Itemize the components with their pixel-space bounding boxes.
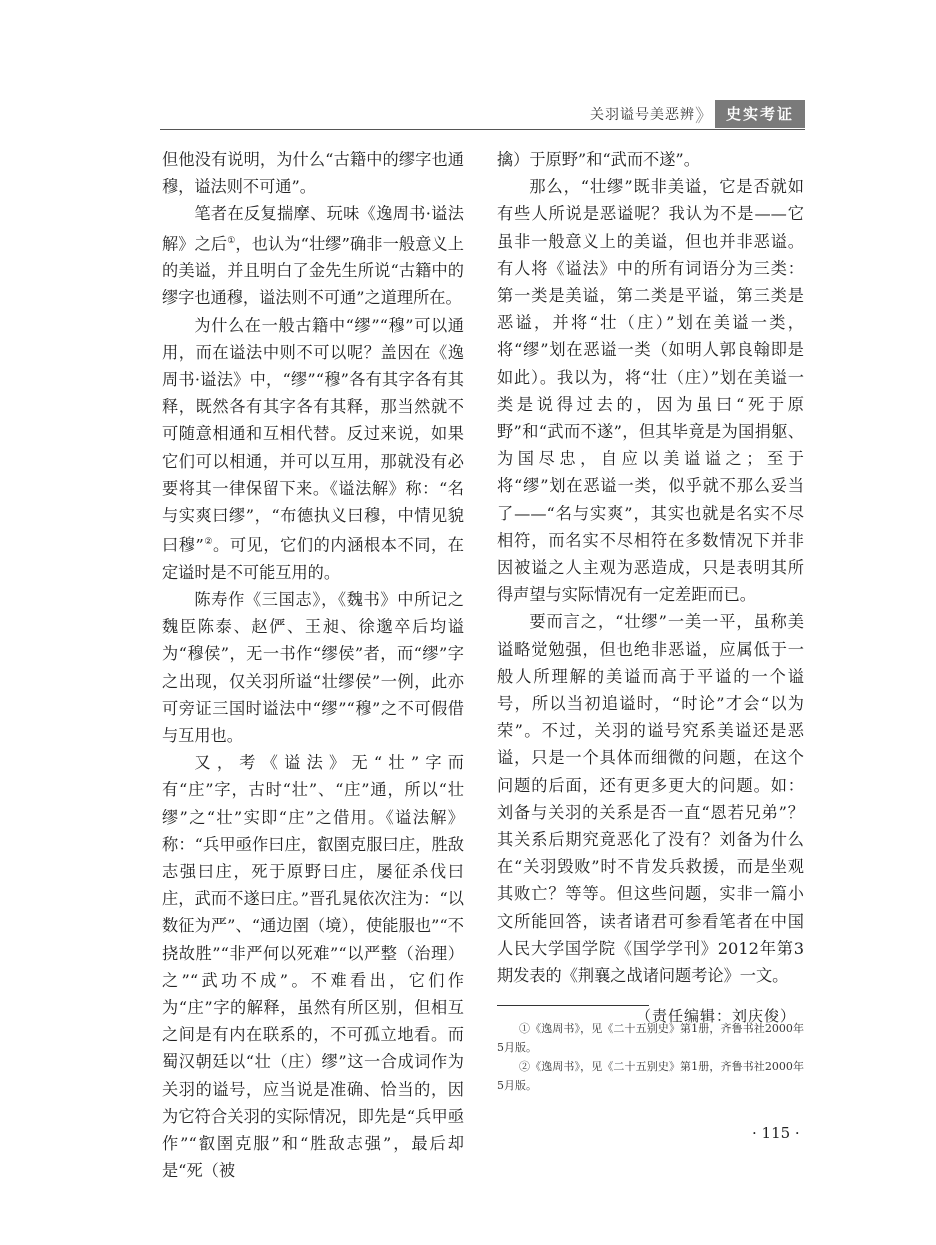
footnote-ref: ① <box>227 235 236 246</box>
paragraph-text: 。可见，它们的内涵根本不同，在定谥时是不可能互用的。 <box>162 535 464 582</box>
paragraph: 但他没有说明，为什么“古籍中的缪字也通穆，谥法则不可通”。 <box>162 150 464 197</box>
section-tag: 史实考证 <box>715 100 805 128</box>
article-title-header: 关羽谥号美恶辨 <box>590 107 695 123</box>
paragraph <box>162 200 464 311</box>
paragraph: 擒）于原野”和“武而不遂”。 <box>497 150 700 169</box>
paragraph: 陈寿作《三国志》，《魏书》中所记之魏臣陈泰、赵俨、王昶、徐邈卒后均谥为“穆侯”，无一书作“缪侯”者，而“缪”字之出现，仅关羽所谥“壮缪侯”一例，此亦可旁证三国时谥法中“缪”“穆”之不可假借与互用也。 <box>162 590 464 746</box>
right-column <box>497 146 804 1031</box>
header-rule <box>160 129 805 130</box>
page-number: · 115 · <box>752 1124 800 1142</box>
running-header <box>160 100 805 132</box>
footnotes <box>497 1019 804 1095</box>
editor-note: （责任编辑：刘庆俊） <box>635 1007 796 1026</box>
paragraph: 那么，“壮缪”既非美谥，它是否就如有些人所说是恶谥呢？我认为不是——它虽非一般意义上的美谥，但也并非恶谥。有人将《谥法》中的所有词语分为三类：第一类是美谥，第二类是平谥，第三类是恶谥，并将“壮（庄）”划在美谥一类，将“缪”划在恶谥一类（如明人郭良翰即是如此）。我以为，将“壮（庄）”划在美谥一类是说得过去的，因为虽曰“死于原野”和“武而不遂”，但其毕竟是为国捐躯、为国尽忠，自应以美谥谥之；至于将“缪”划在恶谥一类，似乎就不那么妥当了——“名与实爽”，其实也就是名实不尽相符，而名实不尽相符在多数情况下并非因被谥之人主观为恶造成，只是表明其所得声望与实际情况有一定差距而已。 <box>497 177 804 605</box>
footnote: ①《逸周书》，见《二十五别史》第1册，齐鲁书社2000年5月版。 <box>497 1022 804 1054</box>
footnote: ②《逸周书》，见《二十五别史》第1册，齐鲁书社2000年5月版。 <box>497 1060 804 1092</box>
paragraph-text: 为什么在一般古籍中“缪”“穆”可以通用，而在谥法中则不可以呢？盖因在《逸周书·谥法》中，“缪”“穆”各有其字各有其释，既然各有其字各有其释，那当然就不可随意相通和互相代替。反过来说，如果它们可以相通，并可以互用，那就没有必要将其一律保留下来。《谥法解》称：“名与实爽曰缪”，“布德执义曰穆，中情见貌曰穆” <box>162 315 464 555</box>
paragraph-text: ，也认为“壮缪”确非一般意义上的美谥，并且明白了金先生所说“古籍中的缪字也通穆，谥法则不可通”之道理所在。 <box>162 234 464 308</box>
left-column <box>162 146 464 1185</box>
footnote-ref: ② <box>203 537 214 548</box>
chevron-right-icon: 》 <box>695 106 713 127</box>
paragraph-text: 笔者在反复揣摩、玩味《逸周书·谥法解》之后 <box>162 204 464 253</box>
paragraph <box>162 312 464 586</box>
footnote-rule <box>497 1005 649 1006</box>
paragraph: 又，考《谥法》无“壮”字而有“庄”字，古时“壮”、“庄”通，所以“壮缪”之“壮”实即“庄”之借用。《谥法解》称：“兵甲亟作曰庄，叡圉克服曰庄，胜敌志强曰庄，死于原野曰庄，屡征杀伐曰庄，武而不遂曰庄。”晋孔晁依次注为：“以数征为严”、“通边圉（境），使能服也”“不挠故胜”“非严何以死难”“以严整（治理）之”“武功不成”。不难看出，它们作为“庄”字的解释，虽然有所区别，但相互之间是有内在联系的，不可孤立地看。而蜀汉朝廷以“壮（庄）缪”这一合成词作为关羽的谥号，应当说是准确、恰当的，因为它符合关羽的实际情况，即先是“兵甲亟作”“叡圉克服”和“胜敌志强”，最后却是“死（被 <box>162 753 464 1181</box>
paragraph: 要而言之，“壮缪”一美一平，虽称美谥略觉勉强，但也绝非恶谥，应属低于一般人所理解的美谥而高于平谥的一个谥号，所以当初追谥时，“时论”才会“以为荣”。不过，关羽的谥号究系美谥还是恶谥，只是一个具体而细微的问题，在这个问题的后面，还有更多更大的问题。如：刘备与关羽的关系是否一直“恩若兄弟”？其关系后期究竟恶化了没有？刘备为什么在“关羽毁败”时不肯发兵救援，而是坐观其败亡？等等。但这些问题，实非一篇小文所能回答，读者诸君可参看笔者在中国人民大学国学院《国学学刊》2012年第3期发表的《荆襄之战诸问题考论》一文。 <box>497 612 804 986</box>
